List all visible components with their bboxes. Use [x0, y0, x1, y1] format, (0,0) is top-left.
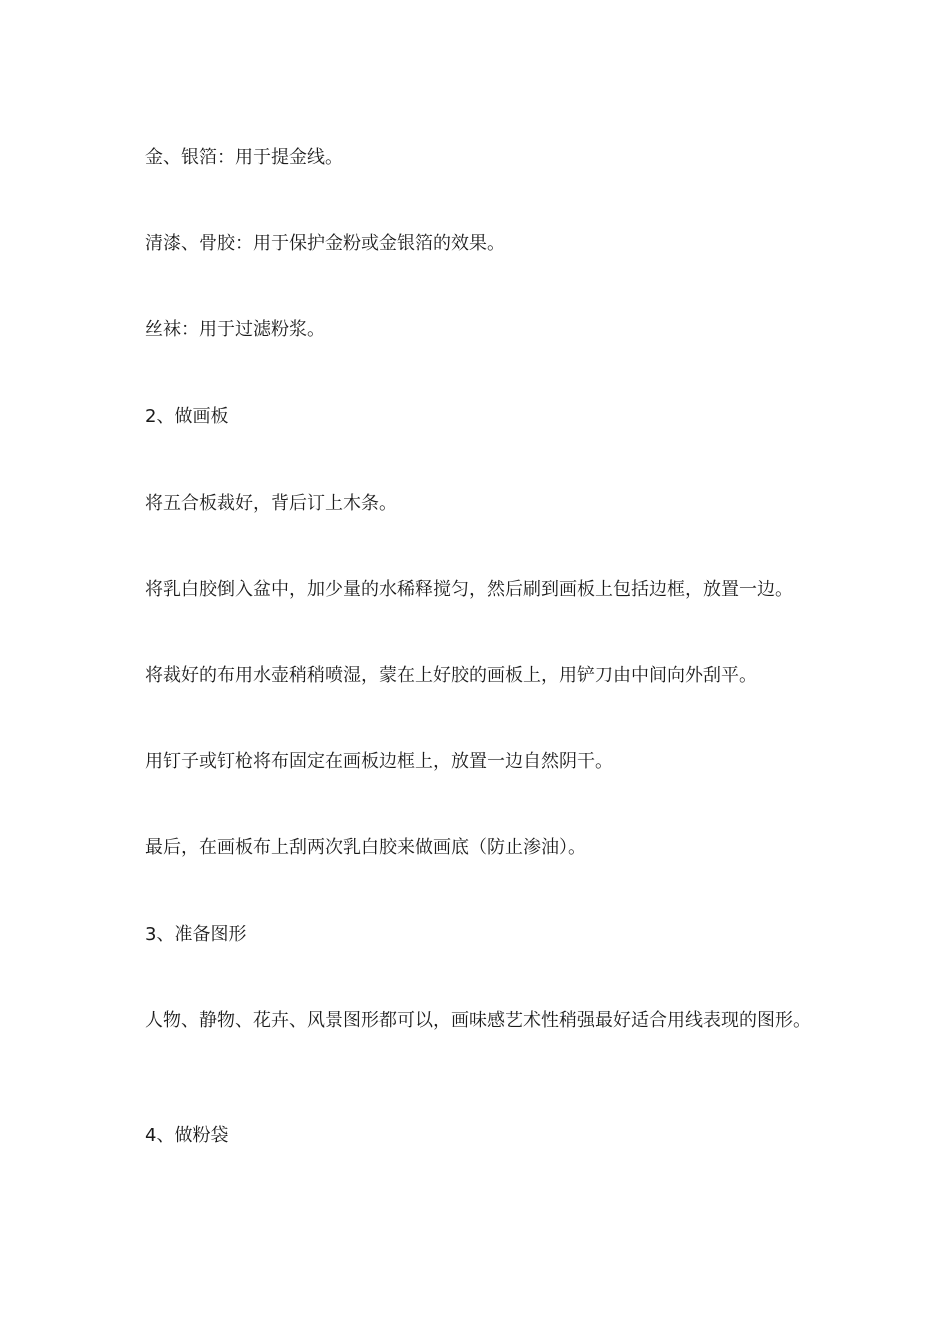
- paragraph-ground-layer: 最后，在画板布上刮两次乳白胶来做画底（防止渗油）。: [145, 837, 586, 858]
- section-heading-make-powder-bag: 4、做粉袋: [145, 1125, 229, 1146]
- section-heading-prepare-figures: 3、准备图形: [145, 924, 247, 945]
- section-heading-make-board: 2、做画板: [145, 406, 229, 427]
- paragraph-gold-silver-foil: 金、银箔：用于提金线。: [145, 147, 343, 168]
- paragraph-varnish-glue: 清漆、骨胶：用于保护金粉或金银箔的效果。: [145, 233, 505, 254]
- paragraph-figure-types: 人物、静物、花卉、风景图形都可以，画味感艺术性稍强最好适合用线表现的图形。: [145, 1010, 811, 1031]
- paragraph-cut-plywood: 将五合板裁好，背后订上木条。: [145, 493, 397, 514]
- paragraph-stretch-cloth: 将裁好的布用水壶稍稍喷湿，蒙在上好胶的画板上，用铲刀由中间向外刮平。: [145, 665, 757, 686]
- paragraph-stockings: 丝袜：用于过滤粉浆。: [145, 319, 325, 340]
- paragraph-apply-glue: 将乳白胶倒入盆中，加少量的水稀释搅匀，然后刷到画板上包括边框，放置一边。: [145, 579, 793, 600]
- paragraph-fix-cloth: 用钉子或钉枪将布固定在画板边框上，放置一边自然阴干。: [145, 751, 613, 772]
